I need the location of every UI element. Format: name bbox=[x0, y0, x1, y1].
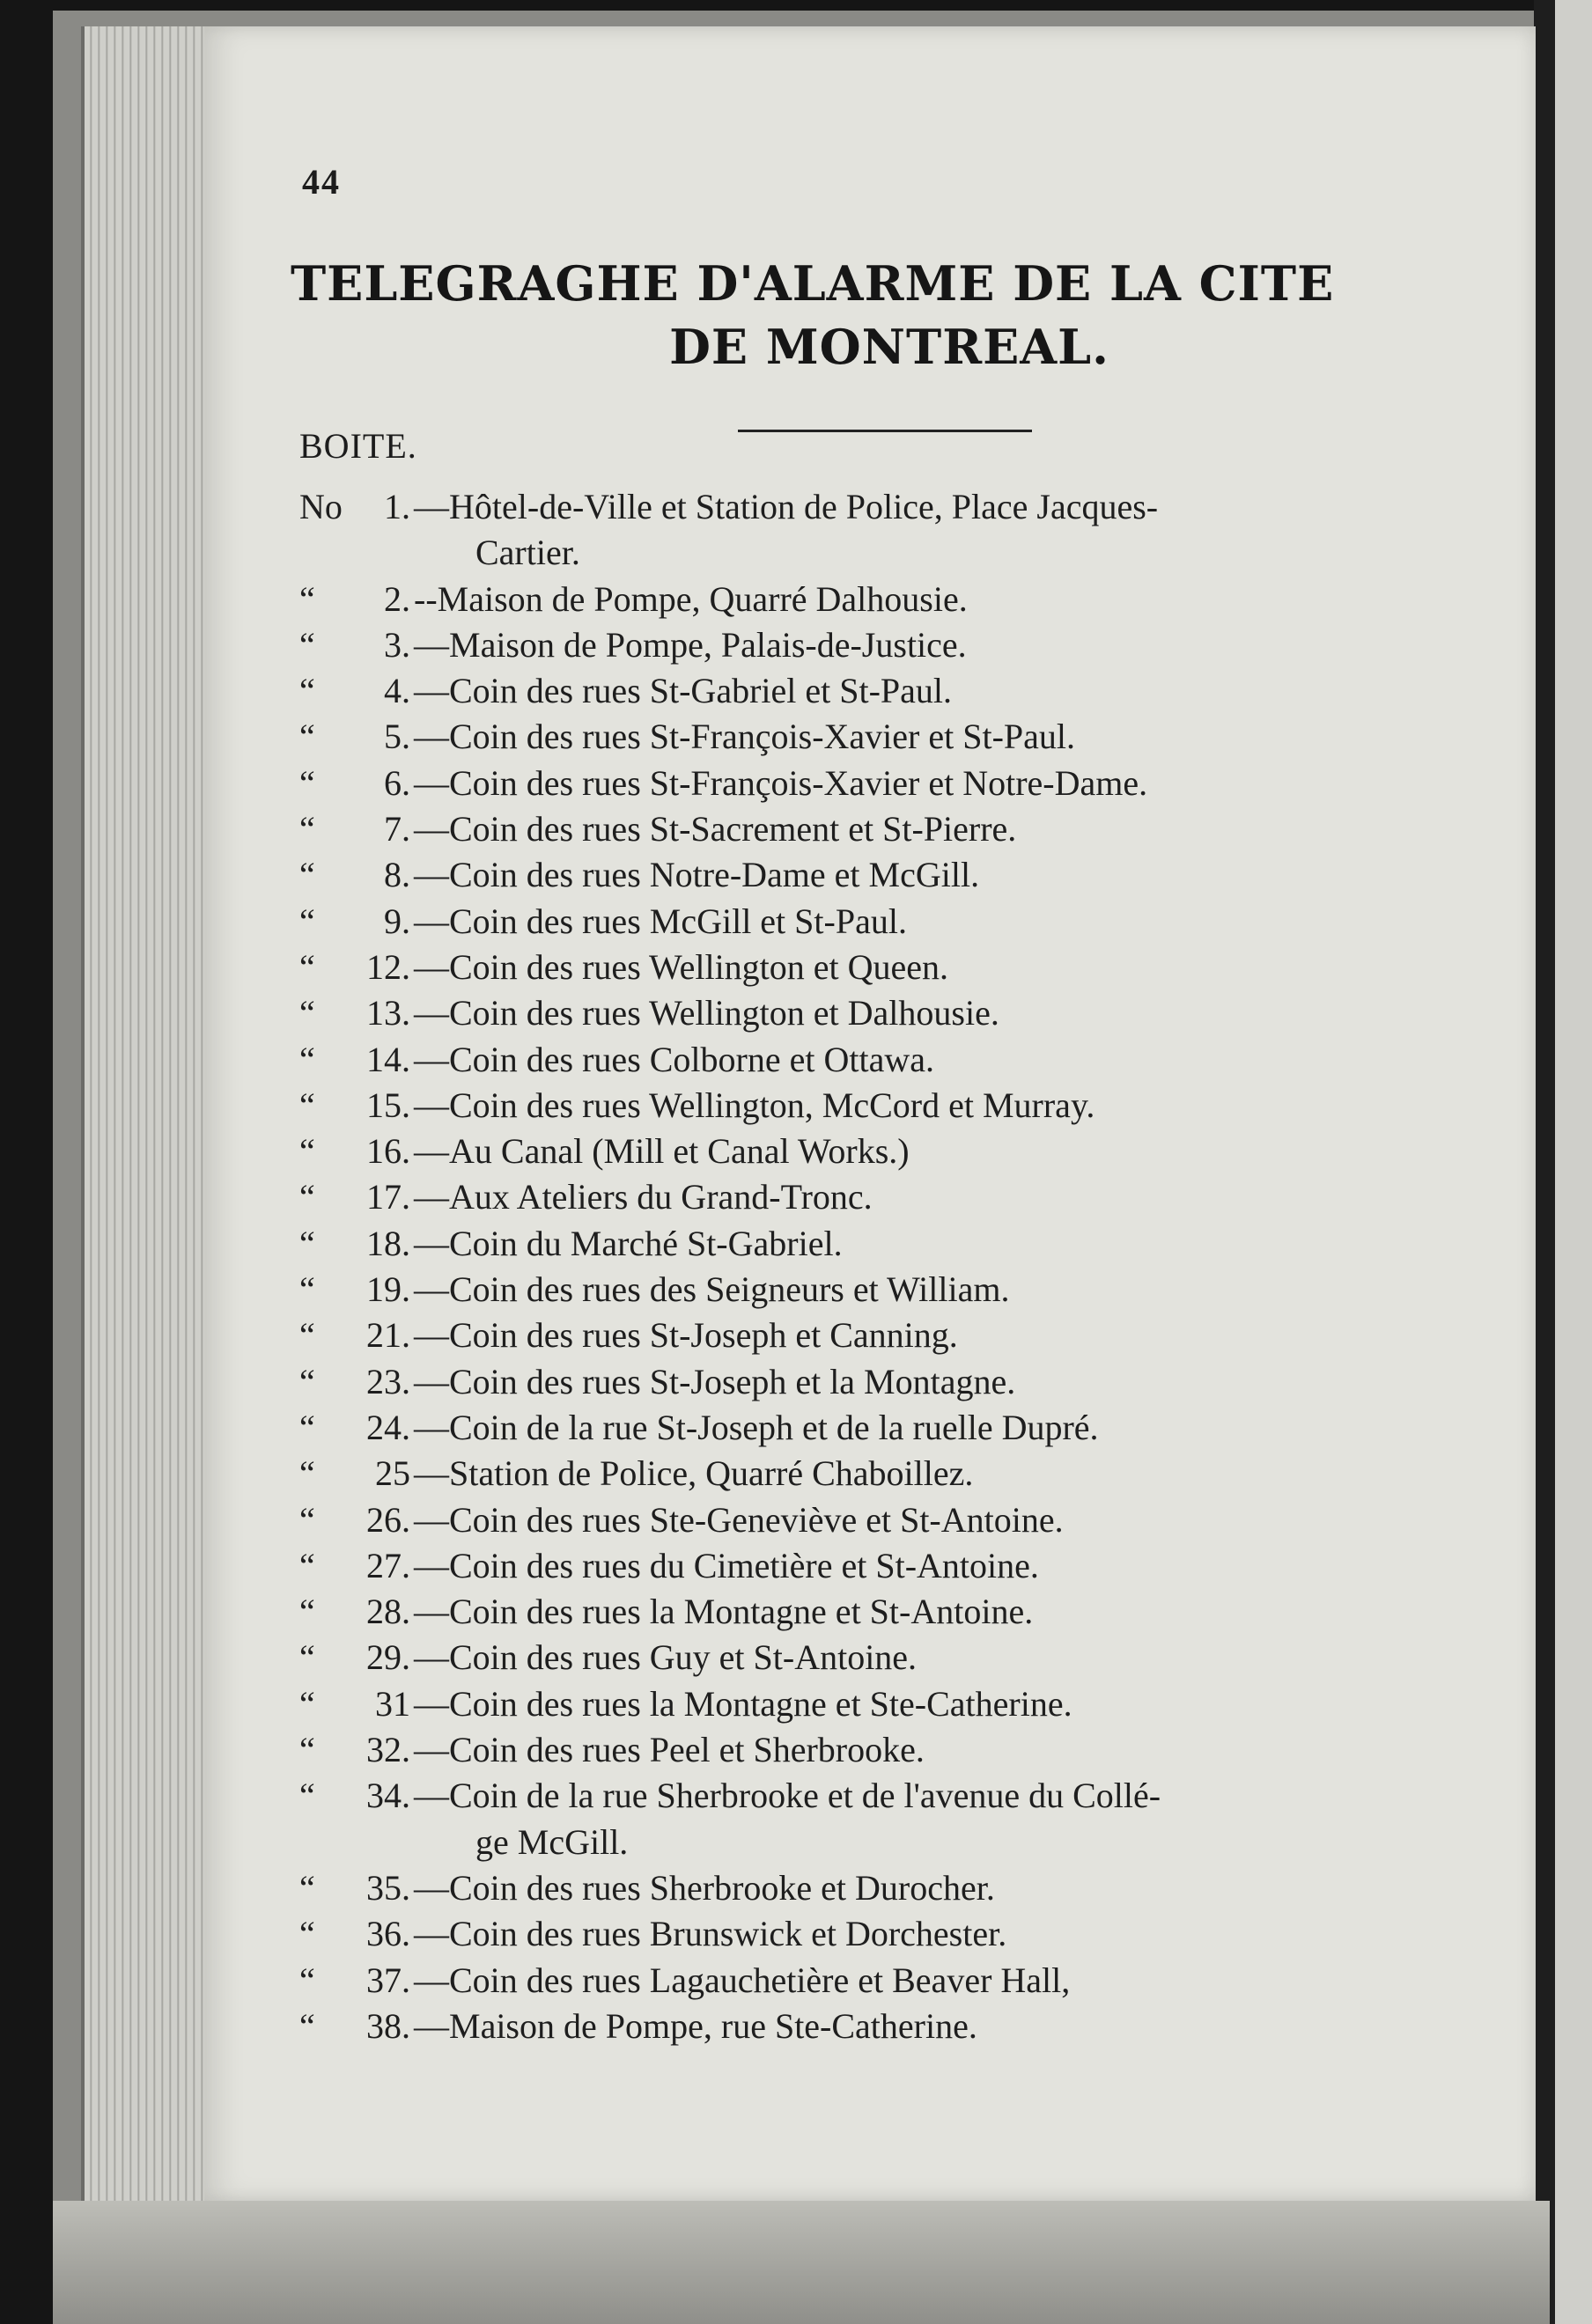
box-location: —Coin des rues la Montagne et St-Antoine. bbox=[414, 1592, 1034, 1632]
list-item bbox=[299, 668, 1470, 714]
alarm-box-list bbox=[299, 484, 1470, 2049]
entry-mark: “ bbox=[299, 1499, 315, 1540]
box-location: —Coin des rues Lagauchetière et Beaver Hall, bbox=[414, 1960, 1071, 2000]
list-item bbox=[299, 1497, 1470, 1543]
column-header: BOITE. bbox=[299, 426, 417, 466]
box-number: 16. bbox=[366, 1131, 410, 1172]
entry-mark: “ bbox=[299, 1730, 315, 1770]
box-location: —Coin des rues la Montagne et Ste-Catherine. bbox=[414, 1683, 1072, 1724]
list-item bbox=[299, 1451, 1470, 1497]
box-location: —Coin des rues Notre-Dame et McGill. bbox=[414, 855, 980, 895]
box-location: —Station de Police, Quarré Chaboillez. bbox=[414, 1453, 974, 1494]
list-item bbox=[299, 1911, 1470, 1957]
box-number: 9. bbox=[384, 901, 410, 941]
box-location: —Coin des rues St-Gabriel et St-Paul. bbox=[414, 671, 953, 711]
box-location: —Coin des rues Colborne et Ottawa. bbox=[414, 1039, 934, 1079]
box-number: 1. bbox=[384, 487, 410, 526]
entry-mark: “ bbox=[299, 578, 315, 619]
list-item bbox=[299, 622, 1470, 668]
box-number: 8. bbox=[384, 855, 410, 895]
entry-mark: “ bbox=[299, 1315, 315, 1356]
box-location: —Coin de la rue Sherbrooke et de l'avenue du Collé- bbox=[414, 1776, 1161, 1816]
box-number: 23. bbox=[366, 1361, 410, 1401]
entry-mark: “ bbox=[299, 624, 315, 665]
entry-mark: “ bbox=[299, 809, 315, 849]
entry-mark: “ bbox=[299, 1453, 315, 1494]
box-number: 36. bbox=[366, 1914, 410, 1954]
box-number: 19. bbox=[366, 1269, 410, 1310]
box-location: —Coin des rues Wellington, McCord et Murray. bbox=[414, 1085, 1095, 1125]
box-number: 18. bbox=[366, 1223, 410, 1263]
box-number: 26. bbox=[366, 1499, 410, 1540]
list-item bbox=[299, 990, 1470, 1036]
box-location: —Coin des rues Brunswick et Dorchester. bbox=[414, 1914, 1007, 1954]
page-number: 44 bbox=[302, 162, 341, 202]
entry-mark: “ bbox=[299, 1960, 315, 2000]
entry-mark: “ bbox=[299, 1637, 315, 1678]
box-number: 3. bbox=[384, 624, 410, 665]
list-item bbox=[299, 1405, 1470, 1451]
box-location: —Coin du Marché St-Gabriel. bbox=[414, 1223, 843, 1263]
box-number: 2. bbox=[384, 578, 410, 619]
box-number: 25 bbox=[375, 1453, 410, 1494]
list-item bbox=[299, 1267, 1470, 1313]
box-number: 17. bbox=[366, 1177, 410, 1217]
box-location-continued: ge McGill. bbox=[475, 1821, 629, 1862]
box-location: —Coin des rues Ste-Geneviève et St-Antoine. bbox=[414, 1499, 1064, 1540]
list-item bbox=[299, 1543, 1470, 1589]
box-location: —Coin des rues Wellington et Queen. bbox=[414, 946, 949, 987]
box-location: —Hôtel-de-Ville et Station de Police, Place Jacques- bbox=[414, 487, 1159, 526]
entry-mark: “ bbox=[299, 1085, 315, 1125]
list-item bbox=[299, 1635, 1470, 1680]
list-item bbox=[299, 1589, 1470, 1635]
box-number: 28. bbox=[366, 1592, 410, 1632]
list-item bbox=[299, 1359, 1470, 1405]
list-item bbox=[299, 1681, 1470, 1727]
entry-mark: “ bbox=[299, 1223, 315, 1263]
box-location: —Au Canal (Mill et Canal Works.) bbox=[414, 1131, 910, 1172]
entry-mark: “ bbox=[299, 1545, 315, 1585]
list-item bbox=[299, 1221, 1470, 1267]
list-item bbox=[299, 714, 1470, 760]
entry-mark: “ bbox=[299, 1776, 315, 1816]
entry-mark: “ bbox=[299, 1914, 315, 1954]
title-line-1: TELEGRAGHE D'ALARME DE LA CITE bbox=[291, 255, 1335, 312]
entry-mark: “ bbox=[299, 1683, 315, 1724]
box-number: 35. bbox=[366, 1867, 410, 1908]
box-location: —Coin des rues des Seigneurs et William. bbox=[414, 1269, 1010, 1310]
list-item bbox=[299, 1773, 1470, 1819]
entry-mark: “ bbox=[299, 1361, 315, 1401]
box-location: --Maison de Pompe, Quarré Dalhousie. bbox=[414, 578, 968, 619]
title-divider bbox=[738, 430, 1032, 432]
box-location: —Coin des rues St-Joseph et la Montagne. bbox=[414, 1361, 1016, 1401]
box-location: —Maison de Pompe, Palais-de-Justice. bbox=[414, 624, 967, 665]
page-edges bbox=[81, 26, 217, 2210]
list-item bbox=[299, 2004, 1470, 2049]
entry-mark: “ bbox=[299, 946, 315, 987]
entry-mark: “ bbox=[299, 2005, 315, 2046]
list-item bbox=[299, 1958, 1470, 2004]
box-location: —Coin des rues Guy et St-Antoine. bbox=[414, 1637, 918, 1678]
box-number: 29. bbox=[366, 1637, 410, 1678]
list-item bbox=[299, 899, 1470, 945]
list-item bbox=[299, 1174, 1470, 1220]
entry-mark: “ bbox=[299, 1177, 315, 1217]
box-location: —Coin des rues St-François-Xavier et St-Paul. bbox=[414, 717, 1075, 757]
entry-mark: “ bbox=[299, 901, 315, 941]
box-location: —Maison de Pompe, rue Ste-Catherine. bbox=[414, 2005, 977, 2046]
box-number: 12. bbox=[366, 946, 410, 987]
box-location: —Coin des rues St-François-Xavier et Notre-Dame. bbox=[414, 762, 1148, 803]
list-item bbox=[299, 806, 1470, 852]
box-number: 21. bbox=[366, 1315, 410, 1356]
facing-page-edge bbox=[1555, 0, 1592, 2324]
box-number: 5. bbox=[384, 717, 410, 757]
box-number: 15. bbox=[366, 1085, 410, 1125]
box-location: —Aux Ateliers du Grand-Tronc. bbox=[414, 1177, 873, 1217]
box-location: —Coin des rues St-Sacrement et St-Pierre. bbox=[414, 809, 1017, 849]
book-gutter bbox=[1534, 0, 1555, 2324]
page-title bbox=[291, 252, 1453, 379]
box-location: —Coin des rues du Cimetière et St-Antoine. bbox=[414, 1545, 1039, 1585]
box-number: 31 bbox=[375, 1683, 410, 1724]
box-location: —Coin des rues St-Joseph et Canning. bbox=[414, 1315, 958, 1356]
entry-mark: No bbox=[299, 487, 343, 526]
list-item bbox=[299, 1083, 1470, 1129]
list-item bbox=[299, 484, 1470, 530]
box-number: 14. bbox=[366, 1039, 410, 1079]
box-number: 37. bbox=[366, 1960, 410, 2000]
entry-mark: “ bbox=[299, 1592, 315, 1632]
list-item bbox=[299, 1129, 1470, 1174]
box-location-continued: Cartier. bbox=[475, 533, 580, 573]
list-item bbox=[299, 577, 1470, 622]
box-number: 6. bbox=[384, 762, 410, 803]
box-number: 4. bbox=[384, 671, 410, 711]
list-item bbox=[299, 1727, 1470, 1773]
box-number: 7. bbox=[384, 809, 410, 849]
list-item bbox=[299, 945, 1470, 990]
entry-mark: “ bbox=[299, 1269, 315, 1310]
box-number: 13. bbox=[366, 993, 410, 1033]
entry-mark: “ bbox=[299, 762, 315, 803]
entry-mark: “ bbox=[299, 1039, 315, 1079]
list-item bbox=[299, 852, 1470, 898]
box-location: —Coin des rues Peel et Sherbrooke. bbox=[414, 1730, 925, 1770]
list-item bbox=[299, 1313, 1470, 1358]
box-location: —Coin des rues Wellington et Dalhousie. bbox=[414, 993, 999, 1033]
box-number: 38. bbox=[366, 2005, 410, 2046]
box-location: —Coin de la rue St-Joseph et de la ruelle Dupré. bbox=[414, 1407, 1099, 1447]
list-item bbox=[299, 1865, 1470, 1911]
box-number: 24. bbox=[366, 1407, 410, 1447]
entry-mark: “ bbox=[299, 1131, 315, 1172]
title-line-2: DE MONTREAL. bbox=[669, 319, 1109, 375]
book-bottom-edge bbox=[53, 2201, 1550, 2324]
entry-mark: “ bbox=[299, 717, 315, 757]
box-number: 34. bbox=[366, 1776, 410, 1816]
entry-mark: “ bbox=[299, 993, 315, 1033]
list-item bbox=[299, 1037, 1470, 1083]
entry-mark: “ bbox=[299, 855, 315, 895]
box-number: 27. bbox=[366, 1545, 410, 1585]
entry-mark: “ bbox=[299, 1867, 315, 1908]
entry-mark: “ bbox=[299, 671, 315, 711]
box-number: 32. bbox=[366, 1730, 410, 1770]
box-location: —Coin des rues Sherbrooke et Durocher. bbox=[414, 1867, 995, 1908]
list-item bbox=[299, 761, 1470, 806]
box-location: —Coin des rues McGill et St-Paul. bbox=[414, 901, 907, 941]
entry-mark: “ bbox=[299, 1407, 315, 1447]
